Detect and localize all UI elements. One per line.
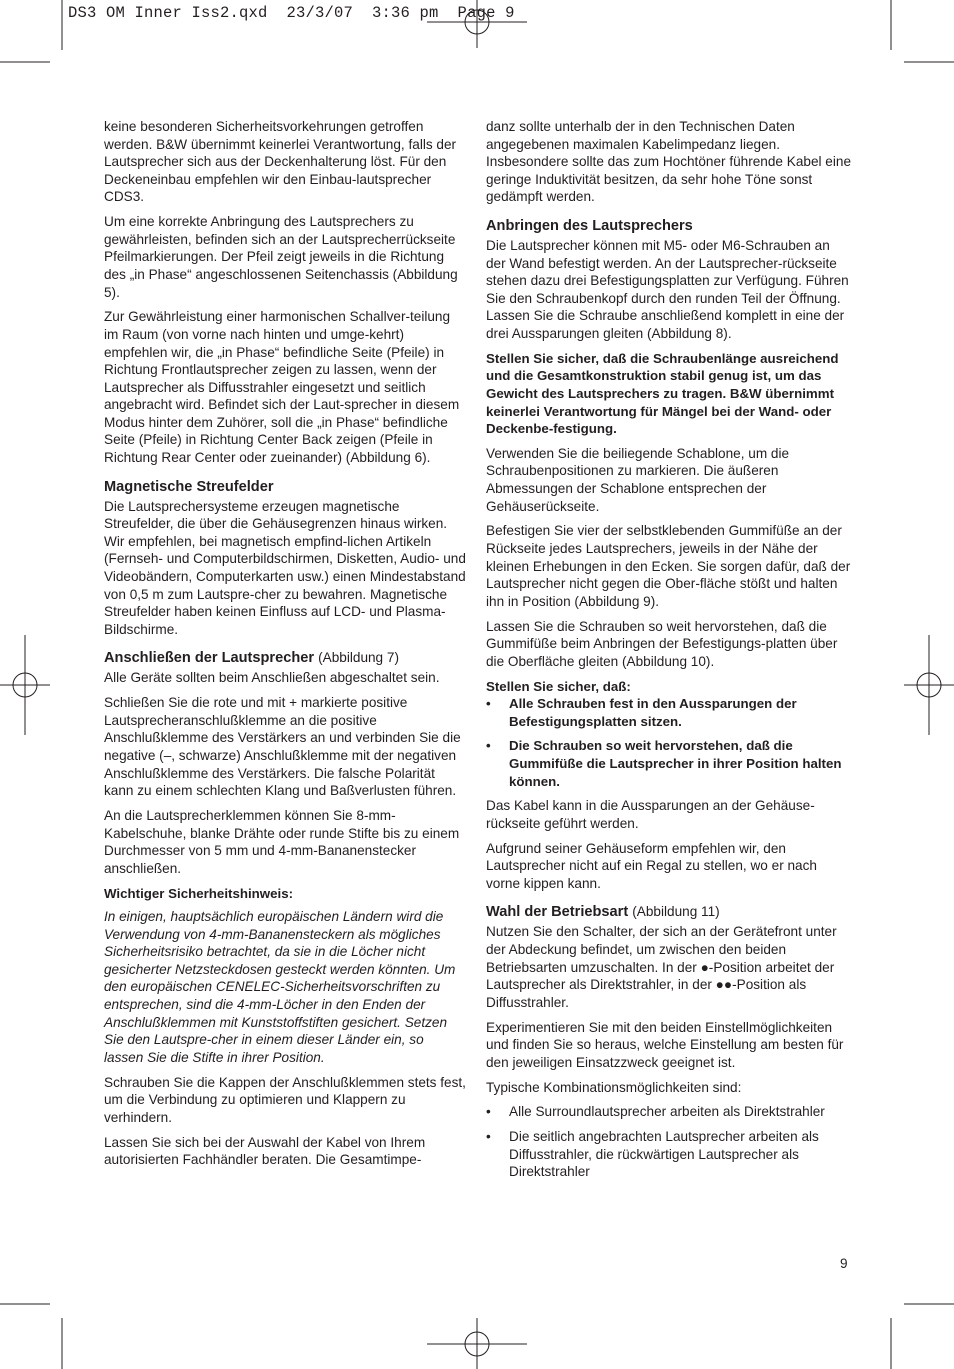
- paragraph: Lassen Sie sich bei der Auswahl der Kabel von Ihrem autorisierten Fachhändler beraten. Die Gesamtimpe-: [104, 1134, 426, 1168]
- heading-mounting: Anbringen des Lautsprechers: [486, 217, 693, 234]
- file-slug: DS3 OM Inner Iss2.qxd 23/3/07 3:36 pm Page 9: [68, 4, 515, 22]
- figure-reference: (Abbildung 7): [318, 650, 399, 666]
- paragraph: Alle Geräte sollten beim Anschließen abgeschaltet sein.: [104, 670, 440, 686]
- warning-paragraph: Stellen Sie sicher, daß die Schraubenlänge ausreichend und die Gesamtkonstruktion stabil genug ist, um das Gewicht des Lautsprechers zu tragen. B&W übernimmt keinerlei Verantwortung für Mängel bei der Wand- oder Deckenbe-festigung.: [486, 350, 839, 437]
- paragraph: An die Lautsprecherklemmen können Sie 8-mm-Kabelschuhe, blanke Drähte oder runde Stifte bis zu einem Durchmesser von 5 mm und 4-mm-Bananenstecker anschließen.: [104, 807, 460, 876]
- paragraph: keine besonderen Sicherheitsvorkehrungen getroffen werden. B&W übernimmt keinerlei Verantwortung, falls der Lautsprecher sich aus der Deckenhalterung löst. Für den Deckeneinbau empfehlen wir den Einbau-lautsprecher CDS3.: [104, 119, 457, 205]
- right-column: [486, 118, 852, 1188]
- paragraph: Lassen Sie die Schrauben so weit hervorstehen, daß die Gummifüße beim Anbringen der Befestigungs-platten über die Oberfläche gleiten (Abbildung 10).: [486, 618, 838, 669]
- checklist: [486, 695, 852, 790]
- combination-list: [486, 1103, 852, 1180]
- paragraph: Typische Kombinationsmöglichkeiten sind:: [486, 1079, 742, 1095]
- paragraph: danz sollte unterhalb der in den Technischen Daten angegebenen maximalen Kabelimpedanz liegen. Insbesondere sollte das zum Hochtöner führende Kabel eine geringe Induktivität besitzen, da sehr hohe Töne sonst gedämpft werden.: [486, 119, 852, 205]
- figure-reference: (Abbildung 11): [632, 904, 720, 920]
- left-column: [104, 118, 466, 1176]
- paragraph: Experimentieren Sie mit den beiden Einstellmöglichkeiten und finden Sie so heraus, welche Einstellung am besten für den jeweiligen Einsatzzweck geeignet ist.: [486, 1019, 844, 1070]
- heading-operating-mode: [486, 903, 852, 921]
- paragraph: Schrauben Sie die Kappen der Anschlußklemmen stets fest, um die Verbindung zu optimieren und Klappern zu verhindern.: [104, 1074, 466, 1125]
- paragraph: Die Lautsprechersysteme erzeugen magnetische Streufelder, die über die Gehäusegrenzen hinaus wirken. Wir empfehlen, bei magnetisch empfind-lichen Artikeln (Fernseh- und Computerbildschirmen, Disketten, Audio- und Videobändern, Computerkarten usw.) einen Mindestabstand von 0,5 m zum Lautspre-cher zu bewahren. Magnetische Streufelder haben keinen Einfluss auf LCD- und Plasma-Bildschirme.: [104, 498, 466, 637]
- list-item: • Alle Surroundlautsprecher arbeiten als Direktstrahler: [486, 1103, 852, 1121]
- paragraph: Aufgrund seiner Gehäuseform empfehlen wir, den Lautsprecher nicht auf ein Regal zu stellen, wo er nach vorne kippen kann.: [486, 840, 817, 891]
- paragraph: Zur Gewährleistung einer harmonischen Schallver-teilung im Raum (von vorne nach hinten und umge-kehrt) empfehlen wir, die „in Phase“ befindliche Seite (Pfeile) in Richtung Frontlautsprecher zeigen zu lassen, wenn der Lautsprecher als Diffusstrahler eingesetzt und seitlich angebracht wird. Befindet sich der Laut-sprecher in diesem Modus hinter dem Zuhörer, soll die „in Phase“ befindliche Seite (Pfeile) in Richtung Center Back zeigen (Pfeile in Richtung Rear Center oder zueinander) (Abbildung 6).: [104, 309, 460, 466]
- list-item: • Alle Schrauben fest in den Aussparungen der Befestigungsplatten sitzen.: [486, 695, 852, 730]
- paragraph: Nutzen Sie den Schalter, der sich an der Gerätefront unter der Abdeckung befindet, um zwischen den beiden Betriebsarten umzuschalten. In der ●-Position arbeitet der Lautsprecher als Direktstrahler, in der ●●-Position als Diffusstrahler.: [486, 924, 837, 1010]
- heading-ensure: Stellen Sie sicher, daß:: [486, 678, 631, 694]
- heading-text: Anschließen der Lautsprecher: [104, 650, 315, 667]
- heading-text: Wahl der Betriebsart: [486, 904, 629, 921]
- paragraph: Schließen Sie die rote und mit + markierte positive Lautsprecheranschlußklemme an die positive Anschlußklemme des Verstärkers an und verbinden Sie die negative (–, schwarze) Anschlußklemme mit der negativen Anschlußklemme des Verstärkers. Die falsche Polarität kann zu einem schlechten Klang und Baßverlusten führen.: [104, 695, 461, 799]
- paragraph: Die Lautsprecher können mit M5- oder M6-Schrauben an der Wand befestigt werden. An der Lautsprecher-rückseite stehen dazu drei Befestigungsplatten zur Verfügung. Führen Sie den Schraubenkopf durch den runden Teil der Öffnung. Lassen Sie die Schraube anschließend komplett in eine der drei Aussparungen gleiten (Abbildung 8).: [486, 237, 849, 341]
- heading-magnetic-fields: Magnetische Streufelder: [104, 478, 274, 495]
- paragraph: Befestigen Sie vier der selbstklebenden Gummifüße an der Rückseite jedes Lautsprechers, jeweils in der Nähe der kleinen Erhebungen in den Ecken. Sie sorgen dafür, daß der Lautsprecher nicht gegen die Ober-fläche stößt und halten ihn in Position (Abbildung 9).: [486, 523, 851, 609]
- safety-notice-text: In einigen, hauptsächlich europäischen Ländern wird die Verwendung von 4-mm-Bananensteckern als mögliches Sicherheitsrisiko betrachtet, da sie in die Löcher nicht gesicherter Netzsteckdosen gesteckt werden könnten. Um den europäischen CENELEC-Sicherheitsvorschriften zu entsprechen, sind die 4-mm-Löcher in den Enden der Anschlußklemmen mit Kunststoffstiften gesichert. Setzen Sie den Lautspre-cher in einem dieser Länder ein, so lassen Sie die Stifte in ihrer Position.: [104, 909, 456, 1065]
- heading-safety-notice: Wichtiger Sicherheitshinweis:: [104, 885, 294, 901]
- paragraph: Verwenden Sie die beiliegende Schablone, um die Schraubenpositionen zu markieren. Die äußeren Abmessungen der Schablone entsprechen der Gehäuserückseite.: [486, 445, 790, 514]
- list-item: • Die Schrauben so weit hervorstehen, daß die Gummifüße die Lautsprecher in ihrer Position halten können.: [486, 737, 852, 790]
- list-item: • Die seitlich angebrachten Lautsprecher arbeiten als Diffusstrahler, die rückwärtigen Lautsprecher als Direktstrahler: [486, 1128, 852, 1181]
- page-number: 9: [840, 1256, 848, 1271]
- paragraph: Um eine korrekte Anbringung des Lautsprechers zu gewährleisten, befinden sich an der Lautsprecherrückseite Pfeilmarkierungen. Der Pfeil zeigt jeweils in die Richtung des „in Phase“ angeschlossenen Seitenchassis (Abbildung 5).: [104, 214, 458, 300]
- paragraph: Das Kabel kann in die Aussparungen an der Gehäuse-rückseite geführt werden.: [486, 798, 815, 831]
- heading-connecting-speakers: [104, 649, 466, 667]
